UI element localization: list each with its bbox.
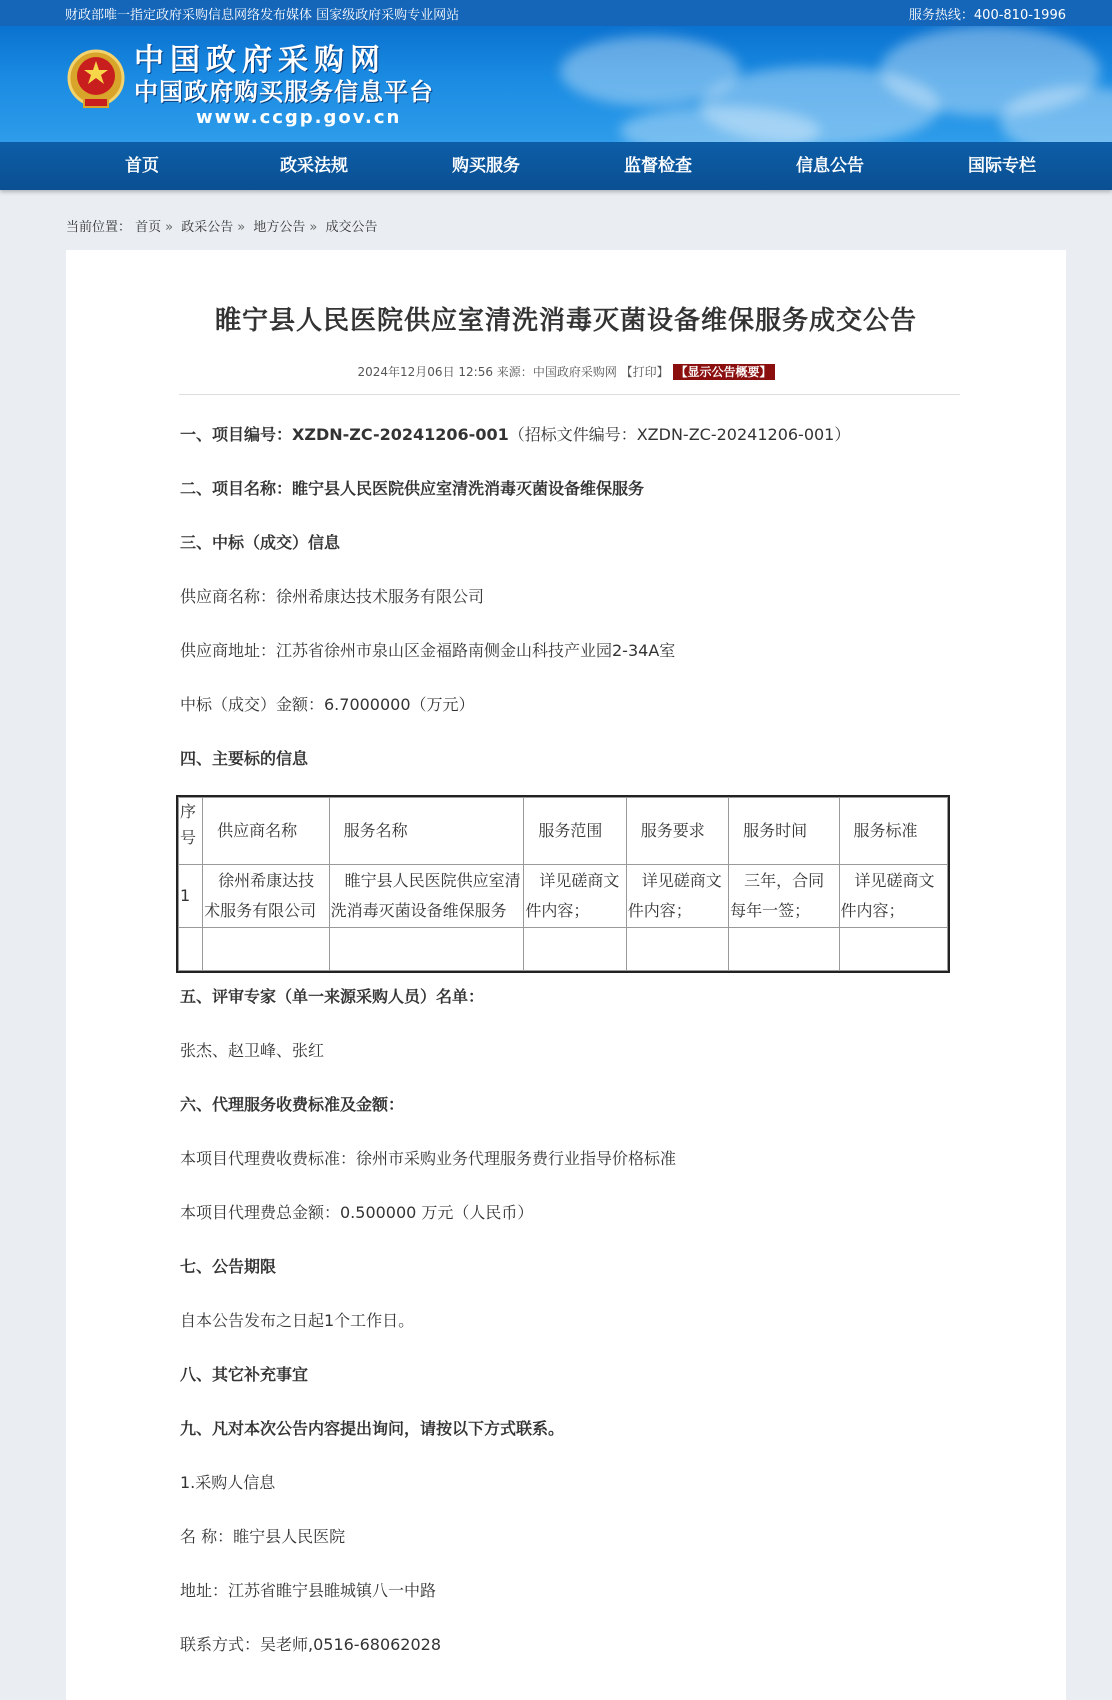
buyer-name: 名 称：睢宁县人民医院 <box>180 1527 346 1546</box>
breadcrumb-home[interactable]: 首页 <box>135 220 162 235</box>
section-other: 八、其它补充事宜 <box>180 1365 309 1384</box>
nav-regulations[interactable]: 政采法规 <box>280 156 348 176</box>
cell-index: 1 <box>179 865 203 928</box>
top-info-bar <box>0 0 1112 26</box>
nav-announcements[interactable]: 信息公告 <box>796 156 864 176</box>
th-requirements: 服务要求 <box>626 798 728 865</box>
cell-scope: 详见磋商文件内容； <box>524 865 626 928</box>
brand-subtitle: 中国政府购买服务信息平台 <box>134 78 434 106</box>
th-time: 服务时间 <box>729 798 839 865</box>
items-table <box>176 795 950 973</box>
fee-total: 本项目代理费总金额：0.500000 万元（人民币） <box>180 1203 534 1222</box>
cell-requirements: 详见磋商文件内容； <box>626 865 728 928</box>
buyer-info-title: 1.采购人信息 <box>180 1473 276 1492</box>
breadcrumb-deal-notices[interactable]: 成交公告 <box>325 220 378 235</box>
article-title: 睢宁县人民医院供应室清洗消毒灭菌设备维保服务成交公告 <box>214 306 917 336</box>
supplier-address: 供应商地址：江苏省徐州市泉山区金福路南侧金山科技产业园2-34A室 <box>180 641 676 660</box>
th-index: 序号 <box>179 798 203 865</box>
th-supplier: 供应商名称 <box>203 798 329 865</box>
print-link[interactable]: 【打印】 <box>620 365 669 379</box>
award-amount: 中标（成交）金额：6.7000000（万元） <box>180 695 475 714</box>
national-emblem-icon <box>66 48 126 114</box>
article-meta: 2024年12月06日 12:56 来源：中国政府采购网 【打印】 【显示公告概要】 <box>66 363 1066 380</box>
cell-time: 三年，合同每年一签； <box>729 865 839 928</box>
th-service-name: 服务名称 <box>329 798 524 865</box>
breadcrumb-local-notices[interactable]: 地方公告 <box>253 220 306 235</box>
breadcrumb: 当前位置： 首页 » 政采公告 » 地方公告 » 成交公告 <box>66 220 378 235</box>
title-divider <box>179 394 960 395</box>
section-agency-fee: 六、代理服务收费标准及金额： <box>180 1095 405 1114</box>
section-award-info: 三、中标（成交）信息 <box>180 533 341 552</box>
section-main-items: 四、主要标的信息 <box>180 749 309 768</box>
table-empty-row <box>179 928 948 971</box>
site-slogan: 财政部唯一指定政府采购信息网络发布媒体 国家级政府采购专业网站 <box>65 7 460 23</box>
fee-standard: 本项目代理费收费标准：徐州市采购业务代理服务费行业指导价格标准 <box>180 1149 677 1168</box>
table-header-row <box>179 798 948 865</box>
site-brand[interactable] <box>134 44 434 130</box>
section-project-number: 一、项目编号：XZDN-ZC-20241206-001（招标文件编号：XZDN-ZC-20241206-001） <box>180 425 851 444</box>
table-row <box>179 865 948 928</box>
nav-home[interactable]: 首页 <box>125 156 159 176</box>
show-summary-button[interactable]: 【显示公告概要】 <box>673 364 775 380</box>
site-banner <box>0 26 1112 142</box>
section-contact: 九、凡对本次公告内容提出询问，请按以下方式联系。 <box>180 1419 565 1438</box>
nav-international[interactable]: 国际专栏 <box>968 156 1036 176</box>
th-scope: 服务范围 <box>524 798 626 865</box>
th-standard: 服务标准 <box>839 798 947 865</box>
nav-purchase-services[interactable]: 购买服务 <box>452 156 520 176</box>
breadcrumb-procurement-notices[interactable]: 政采公告 <box>181 220 234 235</box>
main-nav <box>0 142 1112 190</box>
section-experts: 五、评审专家（单一来源采购人员）名单： <box>180 987 485 1006</box>
section-period: 七、公告期限 <box>180 1257 277 1276</box>
cell-supplier: 徐州希康达技术服务有限公司 <box>203 865 329 928</box>
experts-list: 张杰、赵卫峰、张红 <box>180 1041 325 1060</box>
section-project-name: 二、项目名称：睢宁县人民医院供应室清洗消毒灭菌设备维保服务 <box>180 479 645 498</box>
cell-standard: 详见磋商文件内容； <box>839 865 947 928</box>
supplier-name: 供应商名称：徐州希康达技术服务有限公司 <box>180 587 485 606</box>
nav-supervision[interactable]: 监督检查 <box>624 156 692 176</box>
hotline: 服务热线：400-810-1996 <box>908 7 1066 23</box>
buyer-contact: 联系方式：吴老师,0516-68062028 <box>180 1635 442 1654</box>
brand-url: www.ccgp.gov.cn <box>196 107 402 128</box>
period-text: 自本公告发布之日起1个工作日。 <box>180 1311 415 1330</box>
article-card <box>66 250 1066 1700</box>
article-content <box>66 425 1066 1655</box>
cell-service-name: 睢宁县人民医院供应室清洗消毒灭菌设备维保服务 <box>329 865 524 928</box>
brand-title: 中国政府采购网 <box>134 43 386 78</box>
buyer-address: 地址：江苏省睢宁县睢城镇八一中路 <box>180 1581 437 1600</box>
